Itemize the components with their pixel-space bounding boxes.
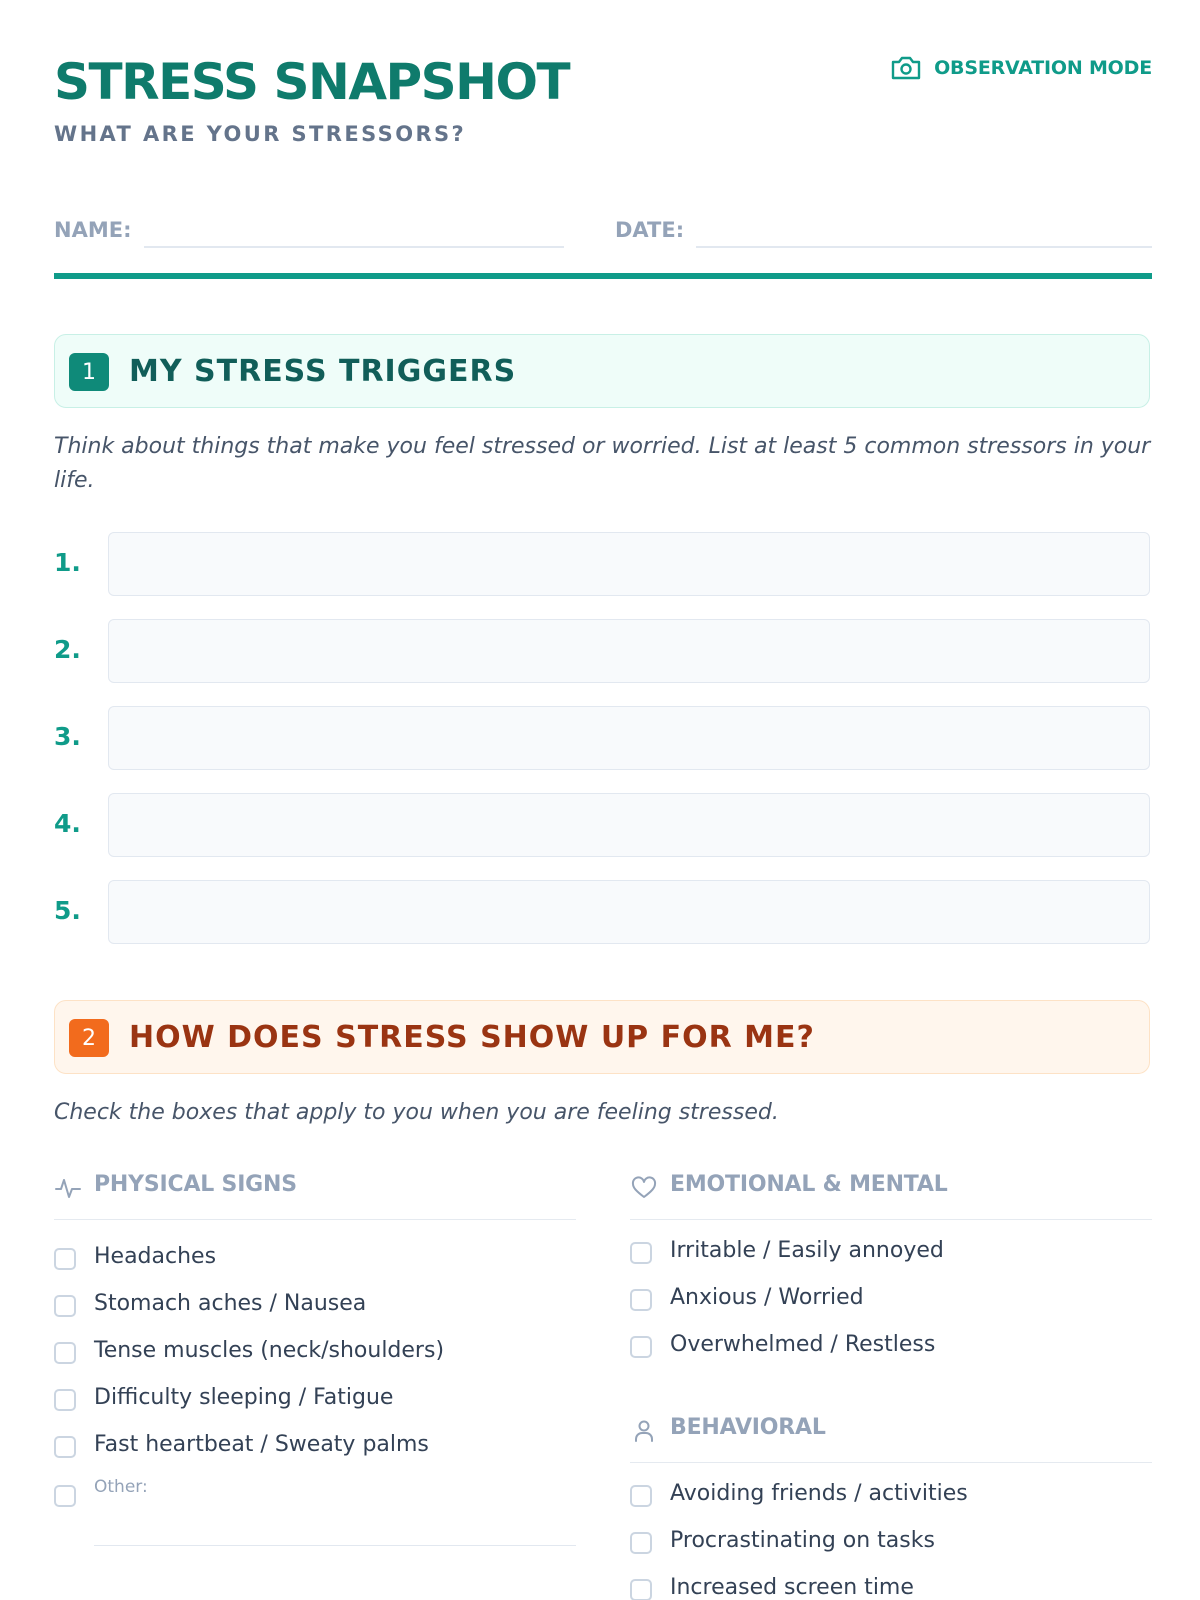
checklist-item[interactable] — [630, 1569, 1152, 1600]
section-title: HOW DOES STRESS SHOW UP FOR ME? — [129, 1020, 815, 1055]
observation-mode-toggle[interactable] — [890, 54, 1152, 82]
checklist-label: Avoiding friends / activities — [670, 1481, 968, 1506]
checklist-item[interactable] — [54, 1285, 576, 1332]
user-icon — [630, 1417, 658, 1450]
behavioral-title: BEHAVIORAL — [670, 1415, 826, 1440]
checklist-item[interactable] — [54, 1426, 576, 1473]
meta-row — [54, 208, 1152, 248]
date-label: DATE: — [615, 218, 685, 242]
checklist-item[interactable] — [54, 1379, 576, 1426]
date-field[interactable] — [696, 246, 1152, 248]
section-triggers-instructions: Think about things that make you feel stressed or worried. List at least 5 common stressors in your life. — [54, 434, 1151, 493]
behavioral-header — [630, 1413, 1152, 1463]
page-subtitle: WHAT ARE YOUR STRESSORS? — [54, 122, 467, 146]
trigger-number: 1. — [54, 548, 81, 577]
checklist-label: Difficulty sleeping / Fatigue — [94, 1385, 394, 1410]
checklist-item[interactable] — [630, 1522, 1152, 1569]
trigger-input[interactable] — [108, 706, 1150, 770]
checkbox[interactable] — [54, 1248, 76, 1270]
physical-signs-title: PHYSICAL SIGNS — [94, 1172, 297, 1197]
checklist-label: Stomach aches / Nausea — [94, 1291, 367, 1316]
checklist-item[interactable] — [630, 1279, 1152, 1326]
checklist-item[interactable] — [630, 1475, 1152, 1522]
checkbox[interactable] — [630, 1579, 652, 1600]
worksheet-page — [54, 0, 1152, 1600]
checklist-item-other[interactable] — [54, 1473, 576, 1563]
emotional-mental-header — [630, 1170, 1152, 1220]
trigger-input[interactable] — [108, 619, 1150, 683]
checkbox[interactable] — [54, 1295, 76, 1317]
trigger-number: 3. — [54, 722, 81, 751]
checklist-label: Tense muscles (neck/shoulders) — [94, 1338, 445, 1363]
trigger-row — [54, 880, 1152, 946]
other-label: Other: — [94, 1477, 148, 1497]
checklist-label: Anxious / Worried — [670, 1285, 864, 1310]
trigger-input[interactable] — [108, 532, 1150, 596]
trigger-number: 4. — [54, 809, 81, 838]
checklist-item[interactable] — [54, 1238, 576, 1285]
pulse-icon — [54, 1174, 82, 1207]
checklist-item[interactable] — [54, 1332, 576, 1379]
checkbox[interactable] — [54, 1485, 76, 1507]
name-label: NAME: — [54, 218, 132, 242]
checkbox[interactable] — [630, 1485, 652, 1507]
checklist-label: Overwhelmed / Restless — [670, 1332, 936, 1357]
section-symptoms-header — [54, 1000, 1150, 1074]
heart-icon — [630, 1174, 658, 1207]
camera-icon — [890, 54, 922, 82]
trigger-row — [54, 532, 1152, 598]
checklist-label: Headaches — [94, 1244, 217, 1269]
name-field[interactable] — [144, 246, 564, 248]
checklist-label: Fast heartbeat / Sweaty palms — [94, 1432, 429, 1457]
trigger-number: 2. — [54, 635, 81, 664]
trigger-row — [54, 706, 1152, 772]
checkbox[interactable] — [630, 1532, 652, 1554]
section-triggers-header — [54, 334, 1150, 408]
checkbox[interactable] — [630, 1242, 652, 1264]
checkbox[interactable] — [54, 1389, 76, 1411]
checklist-item[interactable] — [630, 1232, 1152, 1279]
checklist-item[interactable] — [630, 1326, 1152, 1373]
section-title: MY STRESS TRIGGERS — [129, 354, 517, 389]
observation-mode-label: OBSERVATION MODE — [934, 57, 1152, 79]
trigger-row — [54, 793, 1152, 859]
checklist-label: Increased screen time — [670, 1575, 914, 1600]
physical-signs-header — [54, 1170, 576, 1220]
page-title: STRESS SNAPSHOT — [54, 53, 570, 111]
other-input[interactable] — [94, 1545, 576, 1546]
checklist-label: Irritable / Easily annoyed — [670, 1238, 944, 1263]
emotional-behavioral-column — [630, 1170, 1152, 1600]
emotional-mental-title: EMOTIONAL & MENTAL — [670, 1172, 948, 1197]
trigger-row — [54, 619, 1152, 685]
header-divider — [54, 273, 1152, 279]
section-number-badge: 2 — [69, 1019, 109, 1057]
checkbox[interactable] — [54, 1436, 76, 1458]
checkbox[interactable] — [630, 1289, 652, 1311]
checklist-label: Procrastinating on tasks — [670, 1528, 935, 1553]
section-number-badge: 1 — [69, 353, 109, 391]
section-symptoms-instructions: Check the boxes that apply to you when you are feeling stressed. — [54, 1100, 779, 1125]
physical-signs-column — [54, 1170, 576, 1563]
trigger-number: 5. — [54, 896, 81, 925]
trigger-input[interactable] — [108, 793, 1150, 857]
checkbox[interactable] — [54, 1342, 76, 1364]
trigger-input[interactable] — [108, 880, 1150, 944]
checkbox[interactable] — [630, 1336, 652, 1358]
header — [54, 52, 1152, 162]
